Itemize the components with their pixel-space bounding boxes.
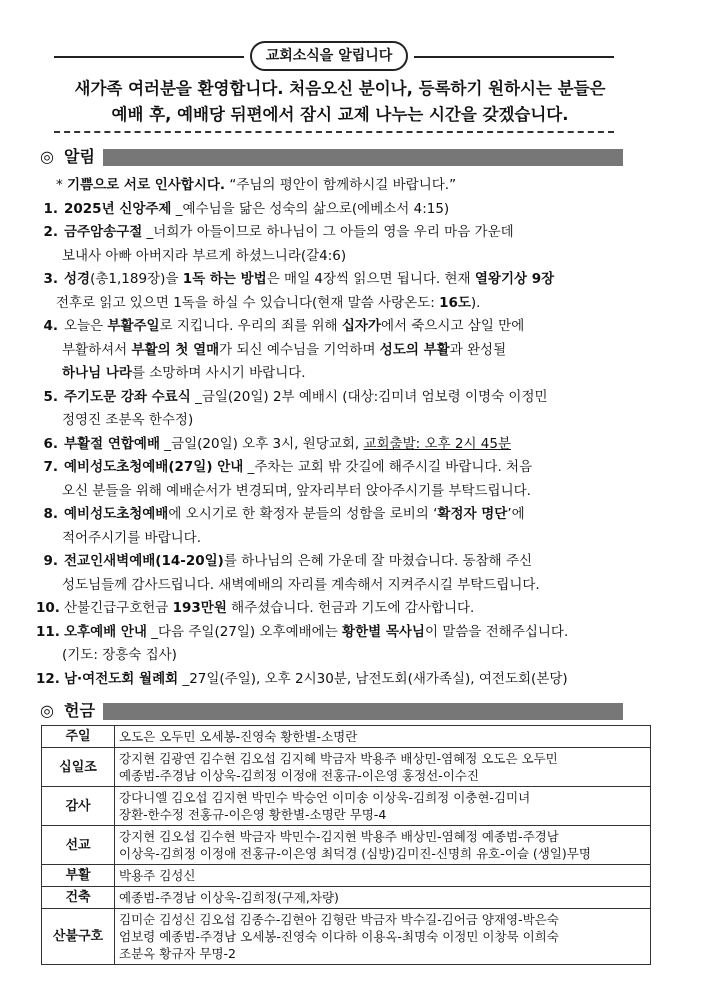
header — [54, 41, 614, 73]
list-item — [36, 621, 656, 645]
item-text: 보내사 아빠 아버지라 부르게 하셨느니라(갈4:6) — [62, 247, 347, 264]
greeting-text: “주님의 평안이 함께하시길 바랍니다.” — [225, 177, 457, 193]
list-item — [36, 503, 656, 527]
item-heading: 금주암송구절 — [64, 224, 143, 240]
item-heading: 예비성도초청예배 — [64, 506, 169, 522]
names-line: 박용주 김성신 — [119, 868, 196, 883]
item-heading: 전교인새벽예배(14-20일) — [64, 553, 224, 569]
offering-category: 산불구호 — [42, 909, 115, 965]
list-item — [36, 550, 656, 574]
table-row — [42, 887, 651, 909]
offering-category: 십일조 — [42, 748, 115, 787]
item-number: 11. — [36, 623, 60, 640]
names-line: 조분옥 황규자 무명-2 — [119, 946, 237, 961]
names-line: 김미순 김성신 김오섭 김종수-김현아 김형란 박금자 박수길-김어금 양재영-박은숙 — [119, 912, 559, 927]
item-emphasis: 황한별 목사님 — [342, 623, 425, 640]
divider — [54, 131, 614, 133]
notice-list — [36, 174, 656, 691]
item-emphasis: 확정자 명단 — [437, 506, 508, 522]
table-row — [42, 787, 651, 826]
offering-names — [115, 787, 651, 826]
offering-names — [115, 887, 651, 909]
item-heading: 2025년 신앙주제 — [64, 200, 172, 217]
item-heading: 예비성도초청예배(27일) 안내 — [64, 459, 244, 475]
offering-category: 부활 — [42, 865, 115, 887]
table-row — [42, 748, 651, 787]
offering-category: 건축 — [42, 887, 115, 909]
section-title: 알림 — [64, 147, 95, 166]
item-emphasis: 하나님 나라 — [62, 365, 132, 381]
offering-category: 선교 — [42, 826, 115, 865]
item-heading: 주기도문 강좌 수료식 — [64, 388, 191, 405]
list-item — [36, 268, 656, 292]
offering-names — [115, 826, 651, 865]
item-text: 에 오시기로 한 확정자 분들의 성함을 로비의 ‘ — [168, 506, 438, 522]
item-text: (총1,189장)을 — [90, 271, 183, 287]
names-line: 강다니엘 김오섭 김지현 박민수 박승언 이미송 이상욱-김희정 이충현-김미녀 — [119, 790, 531, 805]
greeting-line — [36, 174, 656, 198]
names-line: 엄보령 예종범-주경남 오세봉-진영숙 이다하 이용옥-최명숙 이정민 이창묵 이희숙 — [119, 929, 559, 944]
item-text: _27일(주일), 오후 2시30분, 남전도회(새가족실), 여전도회(본당) — [178, 670, 568, 687]
item-number: 4. — [43, 318, 58, 334]
names-line: 예종범-주경남 이상욱-김희정(구제,차량) — [119, 890, 339, 905]
offering-names — [115, 748, 651, 787]
table-row — [42, 826, 651, 865]
list-item-continued — [36, 574, 656, 598]
list-item-continued — [36, 527, 656, 551]
item-text: 를 하나님의 은혜 가운데 잘 마쳤습니다. 동참해 주신 — [223, 553, 533, 569]
item-emphasis: 부활의 첫 열매 — [131, 341, 220, 358]
table-row — [42, 865, 651, 887]
names-line: 장환-한수정 전홍규-이은영 황한별-소명란 무명-4 — [119, 807, 387, 822]
list-item — [36, 221, 656, 245]
item-text: 과 완성될 — [449, 341, 507, 358]
item-text: 에서 죽으시고 삼일 만에 — [380, 318, 525, 334]
item-text: 오늘은 — [64, 318, 108, 334]
item-text: 산불긴급구호헌금 — [64, 600, 173, 616]
welcome-line: 새가족 여러분을 환영합니다. 처음오신 분이나, 등록하기 원하시는 분들은 — [74, 79, 606, 98]
item-heading: 오후예배 안내 — [64, 623, 147, 640]
item-emphasis: 193만원 — [172, 600, 227, 616]
header-rule-left — [54, 56, 244, 58]
item-number: 6. — [43, 435, 58, 452]
item-number: 1. — [43, 200, 58, 217]
item-text: 오신 분들을 위해 예배순서가 변경되며, 앞자리부터 앉아주시기를 부탁드립니다. — [62, 482, 531, 499]
table-row — [42, 909, 651, 965]
item-heading: 부활절 연합예배 — [64, 435, 160, 452]
item-text: 해주셨습니다. 헌금과 기도에 감사합니다. — [226, 600, 475, 616]
item-emphasis: 16도 — [439, 294, 471, 311]
welcome-message — [40, 76, 640, 128]
offering-names — [115, 726, 651, 748]
offering-category: 감사 — [42, 787, 115, 826]
item-emphasis: 1독 하는 방법 — [182, 271, 267, 287]
item-number: 10. — [36, 600, 60, 616]
item-underlined: 교회출발: 오후 2시 45분 — [363, 435, 512, 452]
greeting-bold: 기쁨으로 서로 인사합시다. — [67, 177, 226, 193]
item-text: 이 말씀을 전해주십니다. — [424, 623, 569, 640]
table-row — [42, 726, 651, 748]
item-text: _주차는 교회 밖 갓길에 해주시길 바랍니다. 처음 — [243, 459, 533, 475]
item-number: 9. — [43, 553, 58, 569]
item-text: ). — [470, 294, 481, 311]
item-emphasis: 부활주일 — [107, 318, 160, 334]
item-text: 은 매일 4장씩 읽으면 됩니다. 현재 — [266, 271, 475, 287]
names-line: 이상욱-김희정 이정애 전홍규-이은영 최덕경 (심방)김미진-신명희 유호-이슬 (생일)무명 — [119, 846, 591, 861]
item-emphasis: 열왕기상 9장 — [474, 271, 555, 287]
item-text: ’에 — [507, 506, 525, 522]
item-text: _예수님을 닮은 성숙의 삶으로(에베소서 4:15) — [171, 200, 450, 217]
welcome-line: 예배 후, 예배당 뒤편에서 잠시 교제 나누는 시간을 갖겠습니다. — [111, 105, 569, 124]
item-emphasis: 성도의 부활 — [379, 341, 450, 358]
item-heading: 남·여전도회 월례회 — [64, 670, 179, 687]
section-title: 헌금 — [64, 701, 95, 720]
list-item — [36, 198, 656, 222]
item-text: 부활하셔서 — [62, 341, 132, 358]
section-mark-icon: ◎ — [40, 701, 54, 720]
list-item-continued — [36, 362, 656, 386]
list-item-continued — [36, 644, 656, 668]
section-offering-header — [40, 700, 630, 722]
list-item-continued — [36, 292, 656, 316]
item-text: _금일(20일) 2부 예배시 (대상:김미녀 엄보령 이명숙 이정민 — [190, 388, 548, 405]
names-line: 강지현 김광연 김수현 김오섭 김지혜 박금자 박용주 배상민-염혜정 오도은 오두민 — [119, 751, 558, 766]
item-number: 8. — [43, 506, 58, 522]
item-number: 7. — [43, 459, 58, 475]
item-text: 가 되신 예수님을 기억하며 — [219, 341, 380, 358]
item-text: 적어주시기를 바랍니다. — [62, 529, 201, 546]
section-bar — [103, 149, 623, 166]
item-text: _다음 주일(27일) 오후예배에는 — [146, 623, 343, 640]
item-heading: 성경 — [64, 271, 91, 287]
offering-category: 주일 — [42, 726, 115, 748]
item-text: 로 지킵니다. 우리의 죄를 위해 — [159, 318, 342, 334]
list-item-continued — [36, 480, 656, 504]
item-text: (기도: 장흥숙 집사) — [62, 647, 177, 663]
section-notice-header — [40, 146, 630, 168]
bullet-star: * — [56, 177, 63, 193]
names-line: 강지현 김오섭 김수현 박금자 박민수-김지현 박용주 배상민-염혜정 예종범-주경남 — [119, 829, 559, 844]
item-number: 2. — [43, 224, 58, 240]
item-text: 성도님들께 감사드립니다. 새벽예배의 자리를 계속해서 지켜주시길 부탁드립니다. — [62, 576, 540, 593]
list-item — [36, 597, 656, 621]
item-number: 12. — [36, 670, 60, 687]
list-item — [36, 456, 656, 480]
header-rule-right — [414, 56, 614, 58]
item-emphasis: 십자가 — [341, 318, 381, 334]
offering-names — [115, 909, 651, 965]
list-item-continued — [36, 245, 656, 269]
offering-names — [115, 865, 651, 887]
list-item — [36, 668, 656, 692]
section-bar — [103, 703, 623, 720]
item-text: _너희가 아들이므로 하나님이 그 아들의 영을 우리 마음 가운데 — [142, 224, 514, 240]
list-item — [36, 315, 656, 339]
item-text: 정영진 조분옥 한수정) — [62, 412, 194, 428]
item-text: 를 소망하며 사시기 바랍니다. — [131, 365, 306, 381]
list-item-continued — [36, 339, 656, 363]
names-line: 오도은 오두민 오세봉-진영숙 황한별-소명란 — [119, 729, 358, 744]
page-title: 교회소식을 알립니다 — [250, 41, 408, 71]
list-item — [36, 386, 656, 410]
names-line: 예종범-주경남 이상욱-김희정 이정애 전홍규-이은영 홍정선-이수진 — [119, 768, 479, 783]
item-number: 5. — [43, 388, 58, 405]
list-item — [36, 433, 656, 457]
list-item-continued — [36, 409, 656, 433]
offering-table — [41, 725, 651, 965]
item-text: _금일(20일) 오후 3시, 원당교회, — [160, 435, 364, 452]
section-mark-icon: ◎ — [40, 147, 54, 166]
item-text: 전후로 읽고 있으면 1독을 하실 수 있습니다(현재 말씀 사랑온도: — [56, 294, 440, 311]
item-number: 3. — [43, 271, 58, 287]
